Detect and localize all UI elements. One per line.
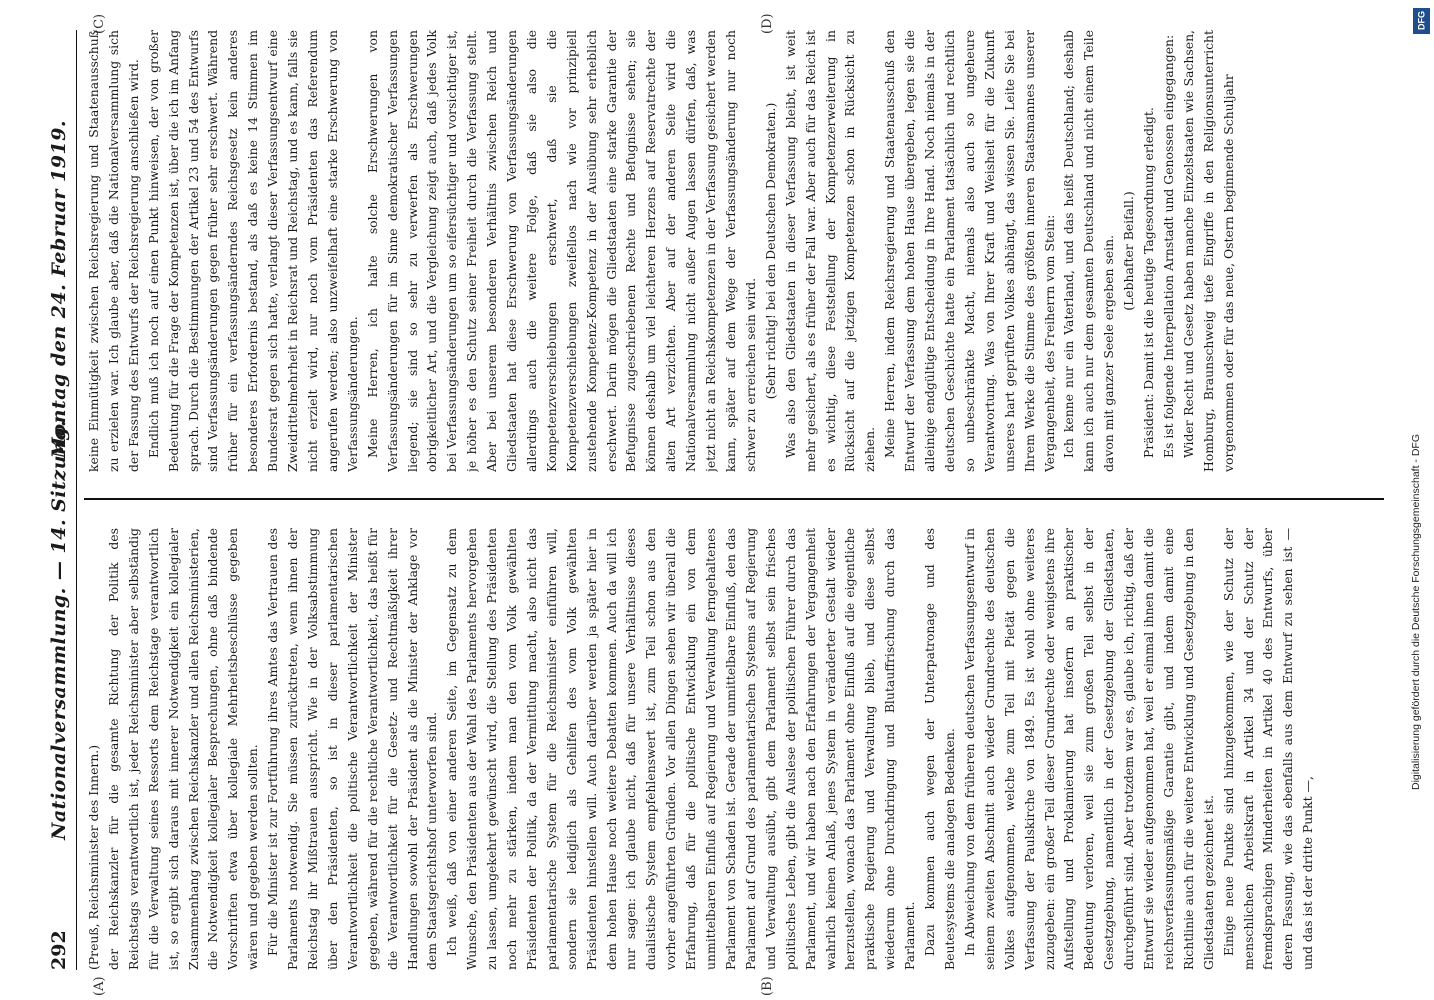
page-header — [46, 30, 77, 970]
paragraph: (Preuß, Reichsminister des Innern.) — [86, 744, 101, 970]
margin-marker-c: (C) — [92, 13, 107, 34]
paragraph: Meine Herren, ich halte solche Erschwerungen von Verfassungsänderungen für im Sinne demokratischer Verfassungen liegend; sie sind so sehr zu verwerfen als Erschwerungen obrigkeitlicher Art, und die Vergleichung zeigt auch, daß jedes Volk bei Verfassungsänderungen um so eifersüchtiger und vorsichtiger ist, je höher es den Schutz seiner Freiheit durch die Verfassung stellt. Aber bei unserem besonderen Verhältnis zwischen Reich und Gliedstaaten hat diese Erschwerung von Verfassungsänderungen allerdings auch die weitere Folge, daß sie also die Kompetenzverschiebungen erschwert, daß sie die Kompetenzverschiebungen zweifellos nach wie vor prinzipiell zustehende Kompetenz-Kompetenz in der Ausübung sehr erheblich erschwert. Darin mögen die Gliedstaaten eine starke Garantie der Befugnisse zugeschriebenen Rechte und Befugnisse sehen; sie können deshalb um viel leichteren Herzens auf Reservatrechte der alten Art verzichten. Aber auf der anderen Seite wird die Nationalversammlung nicht außer Augen lassen dürfen, daß, was jetzt nicht an Reichskompetenzen in der Verfassung gesichert werden kann, später auf dem Wege der Verfassungsänderung nur noch schwer zu erreichen sein wird. — [364, 30, 758, 472]
paragraph: Was also den Gliedstaaten in dieser Verfassung bleibt, ist weit mehr gesichert, als es früher der Fall war. Aber auch für das Reich ist es wichtig, diese Feststellung der Kompetenzerweiterung in Rücksicht auf die jetzigen Kompetenzen schon in Rücksicht zu ziehen. — [782, 30, 878, 472]
paragraph: der Reichskanzler für die gesamte Richtung der Politik des Reichstags verantwortlich ist, jeder Reichsminister aber selbständig für die Verwaltung seines Ressorts dem Reichstage verantwortlich ist, so ergibt sich daraus mit innerer Notwendigkeit ein kollegialer Zusammenhang zwischen Reichskanzler und allen Reichsministerien, die Notwendigkeit kollegialer Besprechungen, ohne daß bindende Vorschriften etwa über kollegiale Mehrheitsbeschlüsse gegeben wären und gegeben werden sollten. — [105, 528, 261, 970]
paragraph: keine Einmütigkeit zwischen Reichsregierung und Staatenausschuß zu erzielen war. Ich glaube aber, daß die Nationalversammlung sich der Fassung des Entwurfs der Reichsregierung anschließen wird. — [86, 30, 141, 472]
paragraph: Dazu kommen auch wegen der Unterpatronage und des Beutesystems die analogen Bedenken. — [922, 528, 957, 970]
margin-marker-b: (B) — [760, 976, 775, 996]
paragraph: Es ist folgende Interpellation Arnstadt und Genossen eingegangen: — [1160, 34, 1176, 458]
paragraph: Präsident: Damit ist die heutige Tagesordnung erledigt. — [1141, 107, 1157, 458]
rotated-document-page — [40, 0, 1420, 1000]
digitization-credit: Digitalisierung gefördert durch die Deutsche Forschungsgemeinschaft - DFG — [1410, 433, 1422, 790]
paragraph: Meine Herren, indem Reichsregierung und Staatenausschuß den Entwurf der Verfassung dem hohen Hause übergeben, legen sie die alleinige endgültige Entscheidung in Ihre Hand. Noch niemals in der deutschen Geschichte hatte ein Parlament tatsächlich und rechtlich so unbeschränkte Macht, niemals also auch so ungeheure Verantwortung. Was von Ihrer Kraft und Weisheit für die Zukunft unseres hart geprüften Volkes abhängt, das wissen Sie. Leite Sie bei Ihrem Werke die Stimme des größten inneren Staatsmannes unserer Vergangenheit, des Freiherrn vom Stein: — [882, 30, 1057, 472]
paragraph: Für die Minister ist zur Fortführung ihres Amtes das Vertrauen des Parlaments notwendig. Sie müssen zurücktreten, wenn ihnen der Reichstag ihr Mißtrauen ausspricht. Wie in der Volksabstimmung über den Präsidenten, so ist in dieser parlamentarischen Verantwortlichkeit die politische Verantwortlichkeit der Minister gegeben, während für die rechtliche Verantwortlichkeit, das heißt für die Verantwortlichkeit für die Gesetz- und Rechtmäßigkeit ihrer Handlungen sowohl der Präsident als die Minister der Anklage vor dem Staatsgerichtshof unterworfen sind. — [265, 528, 440, 970]
page-number: 292 — [48, 930, 70, 970]
paragraph: Einige neue Punkte sind hinzugekommen, wie der Schutz der menschlichen Arbeitskraft in Artikel 34 und der Schutz der fremdsprachigen Minderheiten in Artikel 40 des Entwurfs, über deren Fassung, wie das ebenfalls aus dem Entwurf zu sehen ist — und das ist der dritte Punkt —, — [1220, 528, 1316, 970]
column-divider — [84, 499, 1384, 501]
paragraph: Wider Recht und Gesetz haben manche Einzelstaaten wie Sachsen, Homburg, Braunschweig tiefe Eingriffe in den Religionsunterricht vorgenommen oder für das neue, Ostern beginnende Schuljahr — [1180, 30, 1236, 472]
quote: Ich kenne nur ein Vaterland, und das heißt Deutschland; deshalb kann ich auch nur dem gesamten Deutschland und nicht einem Teile davon mit ganzer Seele ergeben sein. — [1061, 30, 1117, 472]
paragraph: Endlich muß ich noch auf einen Punkt hinweisen, der von großer Bedeutung für die Frage der Kompetenzen ist, über die ich im Anfang sprach. Durch die Bestimmungen der Artikel 23 und 54 des Entwurfs sind Verfassungsänderungen gegen früher sehr erschwert. Während früher für ein verfassungsänderndes Reichsgesetz kein anderes besonderes Erfordernis bestand, als daß es keine 14 Stimmen im Bundesrat gegen sich hatte, verlangt dieser Verfassungsentwurf eine Zweidrittelmehrheit in Reichsrat und Reichstag, und es kann, falls sie nicht erzielt wird, nur noch vom Präsidenten das Referendum angerufen werden; also unzweifelhaft eine starke Erschwerung von Verfassungsänderungen. — [145, 30, 360, 472]
paragraph: Ich weiß, daß von einer anderen Seite, im Gegensatz zu dem Wunsche, den Präsidenten aus der Wahl des Parlaments hervorgehen zu lassen, umgekehrt gewünscht wird, die Stellung des Präsidenten noch mehr zu stärken, indem man den vom Volk gewählten Präsidenten der Politik, da der Vermittlung macht, also nicht das parlamentarische System für die Reichsminister einführen will, sondern sie lediglich als Gehilfen des vom Volk gewählten Präsidenten hinstellen will. Auch darüber werden ja später hier in dem hohen Hause noch weitere Debatten kommen. Auch da will ich nur sagen: ich glaube nicht, daß für unsere Verhältnisse dieses dualistische System empfehlenswert ist, zum Teil schon aus den vorher angeführten Gründen. Vor allen Dingen sehen wir überall die Erfahrung, daß für die politische Entwicklung ein von dem unmittelbaren Einfluß auf Regierung und Verwaltung ferngehaltenes Parlament von Schaden ist. Gerade der unmittelbare Einfluß, den das Parlament auf Grund des parlamentarischen Systems auf Regierung und Verwaltung ausübt, gibt dem Parlament selbst sein frisches politisches Leben, gibt die Auslese der politischen Führer durch das Parlament, und wir haben nach den Erfahrungen der Vergangenheit wahrlich keinen Anlaß, jenes System in veränderter Gestalt wieder herzustellen, wonach das Parlament ohne Einfluß auf die eigentliche praktische Regierung und Verwaltung blieb, und diese selbst wiederum ohne Durchdringung und Blutauffrischung durch das Parlament. — [444, 528, 918, 970]
right-column — [84, 30, 1394, 472]
session-title: Nationalversammlung. — 14. Sitzung. — [48, 419, 70, 840]
paragraph: In Abweichung von dem früheren deutschen Verfassungsentwurf in seinem zweiten Abschnitt auch wieder Grundrechte des deutschen Volkes aufgenommen, welche zum Teil mit Pietät gegen die Verfassung der Paulskirche von 1849. Es ist wohl ohne weiteres zuzugeben: ein großer Teil dieser Grundrechte oder wenigstens ihre Aufstellung und Proklamierung hat insofern an praktischer Bedeutung verloren, weil sie zum großen Teil selbst in der Gesetzgebung, namentlich in der Gesetzgebung der Gliedstaaten, durchgeführt sind. Aber trotzdem war es, glaube ich, richtig, daß der Entwurf sie wieder aufgenommen hat, weil er einmal ihnen damit die reichsverfassungsmäßige Garantie gibt, und indem damit eine Richtlinie auch für die weitere Entwicklung und Gesetzgebung in den Gliedstaaten gezeichnet ist. — [961, 528, 1216, 970]
margin-marker-a: (A) — [92, 976, 107, 996]
interjection: (Sehr richtig! bei den Deutschen Demokraten.) — [762, 102, 778, 400]
left-column — [84, 528, 1394, 970]
margin-marker-d: (D) — [760, 13, 775, 34]
session-date: Montag den 24. Februar 1919. — [48, 120, 70, 459]
dfg-logo: DFG — [1413, 8, 1430, 34]
interjection: (Lebhafter Beifall.) — [1121, 191, 1137, 311]
